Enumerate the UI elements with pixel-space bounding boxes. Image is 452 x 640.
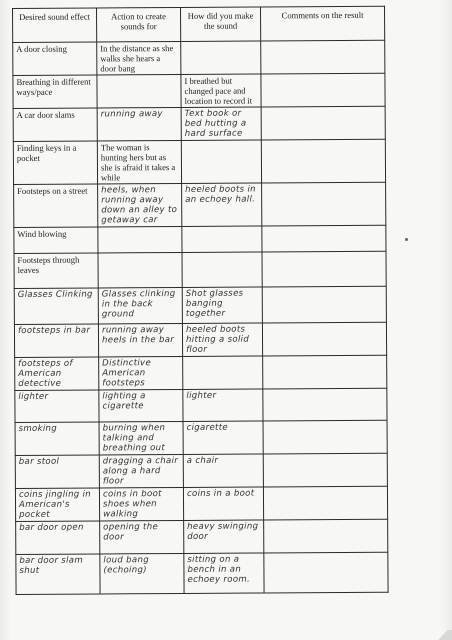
table-cell-comments <box>264 519 388 553</box>
table-cell-desired-sound: A car door slams <box>13 108 97 142</box>
table-header-row <box>13 6 385 42</box>
table-cell-how-made <box>182 226 262 252</box>
table-cell-comments <box>263 486 387 520</box>
table-cell-desired-sound: Glasses Clinking <box>14 288 98 325</box>
table-row <box>14 286 386 324</box>
table-row <box>15 486 387 521</box>
table-cell-how-made <box>183 356 263 389</box>
table-row <box>13 40 385 75</box>
table-cell-how-made: heavy swinging door <box>184 520 264 553</box>
table-row <box>16 552 388 594</box>
table-cell-comments <box>261 40 385 74</box>
table-cell-action: burning when talking and breathing out <box>99 421 183 455</box>
table-cell-comments <box>263 420 387 454</box>
table-cell-desired-sound: Finding keys in a pocket <box>13 141 97 185</box>
table-row <box>13 106 385 141</box>
table-cell-how-made: Shot glasses banging together <box>182 287 262 323</box>
table-cell-desired-sound: footsteps of American detective <box>15 357 99 391</box>
table-row <box>14 182 386 227</box>
table-cell-desired-sound: Breathing in different ways/pace <box>13 75 97 109</box>
table-cell-how-made: coins in a boot <box>183 487 263 520</box>
table-cell-desired-sound: footsteps in bar <box>14 324 98 358</box>
table-cell-how-made: a chair <box>183 454 263 487</box>
table-cell-action <box>98 252 182 288</box>
table-cell-how-made: heeled boots in an echoey hall. <box>182 183 262 226</box>
table-cell-action: loud bang (echoing) <box>100 553 184 594</box>
table-cell-how-made <box>181 41 261 74</box>
table-cell-desired-sound: bar door slam shut <box>16 554 100 595</box>
table-cell-desired-sound: lighter <box>15 390 99 423</box>
table-cell-action: running away <box>97 107 181 141</box>
table-cell-comments <box>262 286 386 323</box>
table-row <box>15 453 387 488</box>
table-row <box>14 225 386 253</box>
table-cell-how-made <box>182 252 262 287</box>
table-cell-action: Glasses clinking in the back ground <box>98 287 182 324</box>
table-cell-comments <box>261 106 385 140</box>
table-cell-desired-sound: Wind blowing <box>14 227 98 254</box>
table-cell-comments <box>263 388 387 421</box>
table-cell-comments <box>261 73 385 107</box>
table-cell-action: Distinctive American footsteps <box>99 356 183 390</box>
table-row <box>13 139 385 184</box>
table-row <box>13 73 385 108</box>
table-cell-how-made <box>181 140 261 183</box>
table-body <box>13 40 388 594</box>
table-row <box>15 420 387 455</box>
table-row <box>14 322 386 357</box>
table-cell-action: dragging a chair along a hard floor <box>99 454 183 488</box>
table-cell-action: lighting a cigarette <box>99 389 183 422</box>
sound-effects-table <box>12 6 389 595</box>
column-header-action: Action to create sounds for <box>97 7 181 42</box>
column-header-comments: Comments on the result <box>260 6 384 41</box>
table-cell-how-made: lighter <box>183 389 263 421</box>
table-cell-desired-sound: Footsteps on a street <box>14 184 98 228</box>
table-cell-comments <box>263 355 387 389</box>
table-cell-comments <box>262 225 386 252</box>
table-cell-action: opening the door <box>100 520 184 554</box>
table-cell-how-made: sitting on a bench in an echoey room. <box>184 553 264 593</box>
table-cell-action: coins in boot shoes when walking <box>99 487 183 521</box>
table-cell-desired-sound: smoking <box>15 422 99 456</box>
table-cell-comments <box>261 139 385 183</box>
scan-speck <box>405 238 408 241</box>
table-cell-desired-sound: A door closing <box>13 42 97 76</box>
table-cell-desired-sound: bar door open <box>16 521 100 555</box>
table-cell-action <box>97 74 181 108</box>
table-cell-action: heels, when running away down an alley to getaway car <box>98 183 182 227</box>
table-row <box>16 519 388 554</box>
table-cell-comments <box>263 453 387 487</box>
column-header-how-made: How did you make the sound <box>180 7 260 41</box>
table-row <box>15 355 387 390</box>
table-cell-action <box>98 226 182 253</box>
table-cell-action: The woman is hunting hers but as she is afraid it takes a while <box>97 140 181 184</box>
table-cell-desired-sound: Footsteps through leaves <box>14 253 98 289</box>
table-cell-comments <box>262 251 386 287</box>
table-cell-how-made: Text book or bed hutting a hard surface <box>181 107 261 140</box>
table-cell-desired-sound: bar stool <box>15 455 99 489</box>
table-cell-action: running away heels in the bar <box>98 323 182 357</box>
table-cell-action: In the distance as she walks she hears a door bang <box>97 41 181 75</box>
table-cell-desired-sound: coins jingling in American's pocket <box>15 488 99 522</box>
table-row <box>15 388 387 422</box>
table-row <box>14 251 386 288</box>
table-cell-how-made: I breathed but changed pace and location to record it <box>181 74 261 107</box>
table-cell-comments <box>262 322 386 356</box>
table-cell-how-made: heeled boots hitting a solid floor <box>182 323 262 356</box>
page-corner <box>434 630 452 640</box>
table-cell-how-made: cigarette <box>183 421 263 454</box>
table-cell-comments <box>264 552 388 593</box>
table-cell-comments <box>262 182 386 226</box>
column-header-desired-sound: Desired sound effect <box>13 8 97 43</box>
